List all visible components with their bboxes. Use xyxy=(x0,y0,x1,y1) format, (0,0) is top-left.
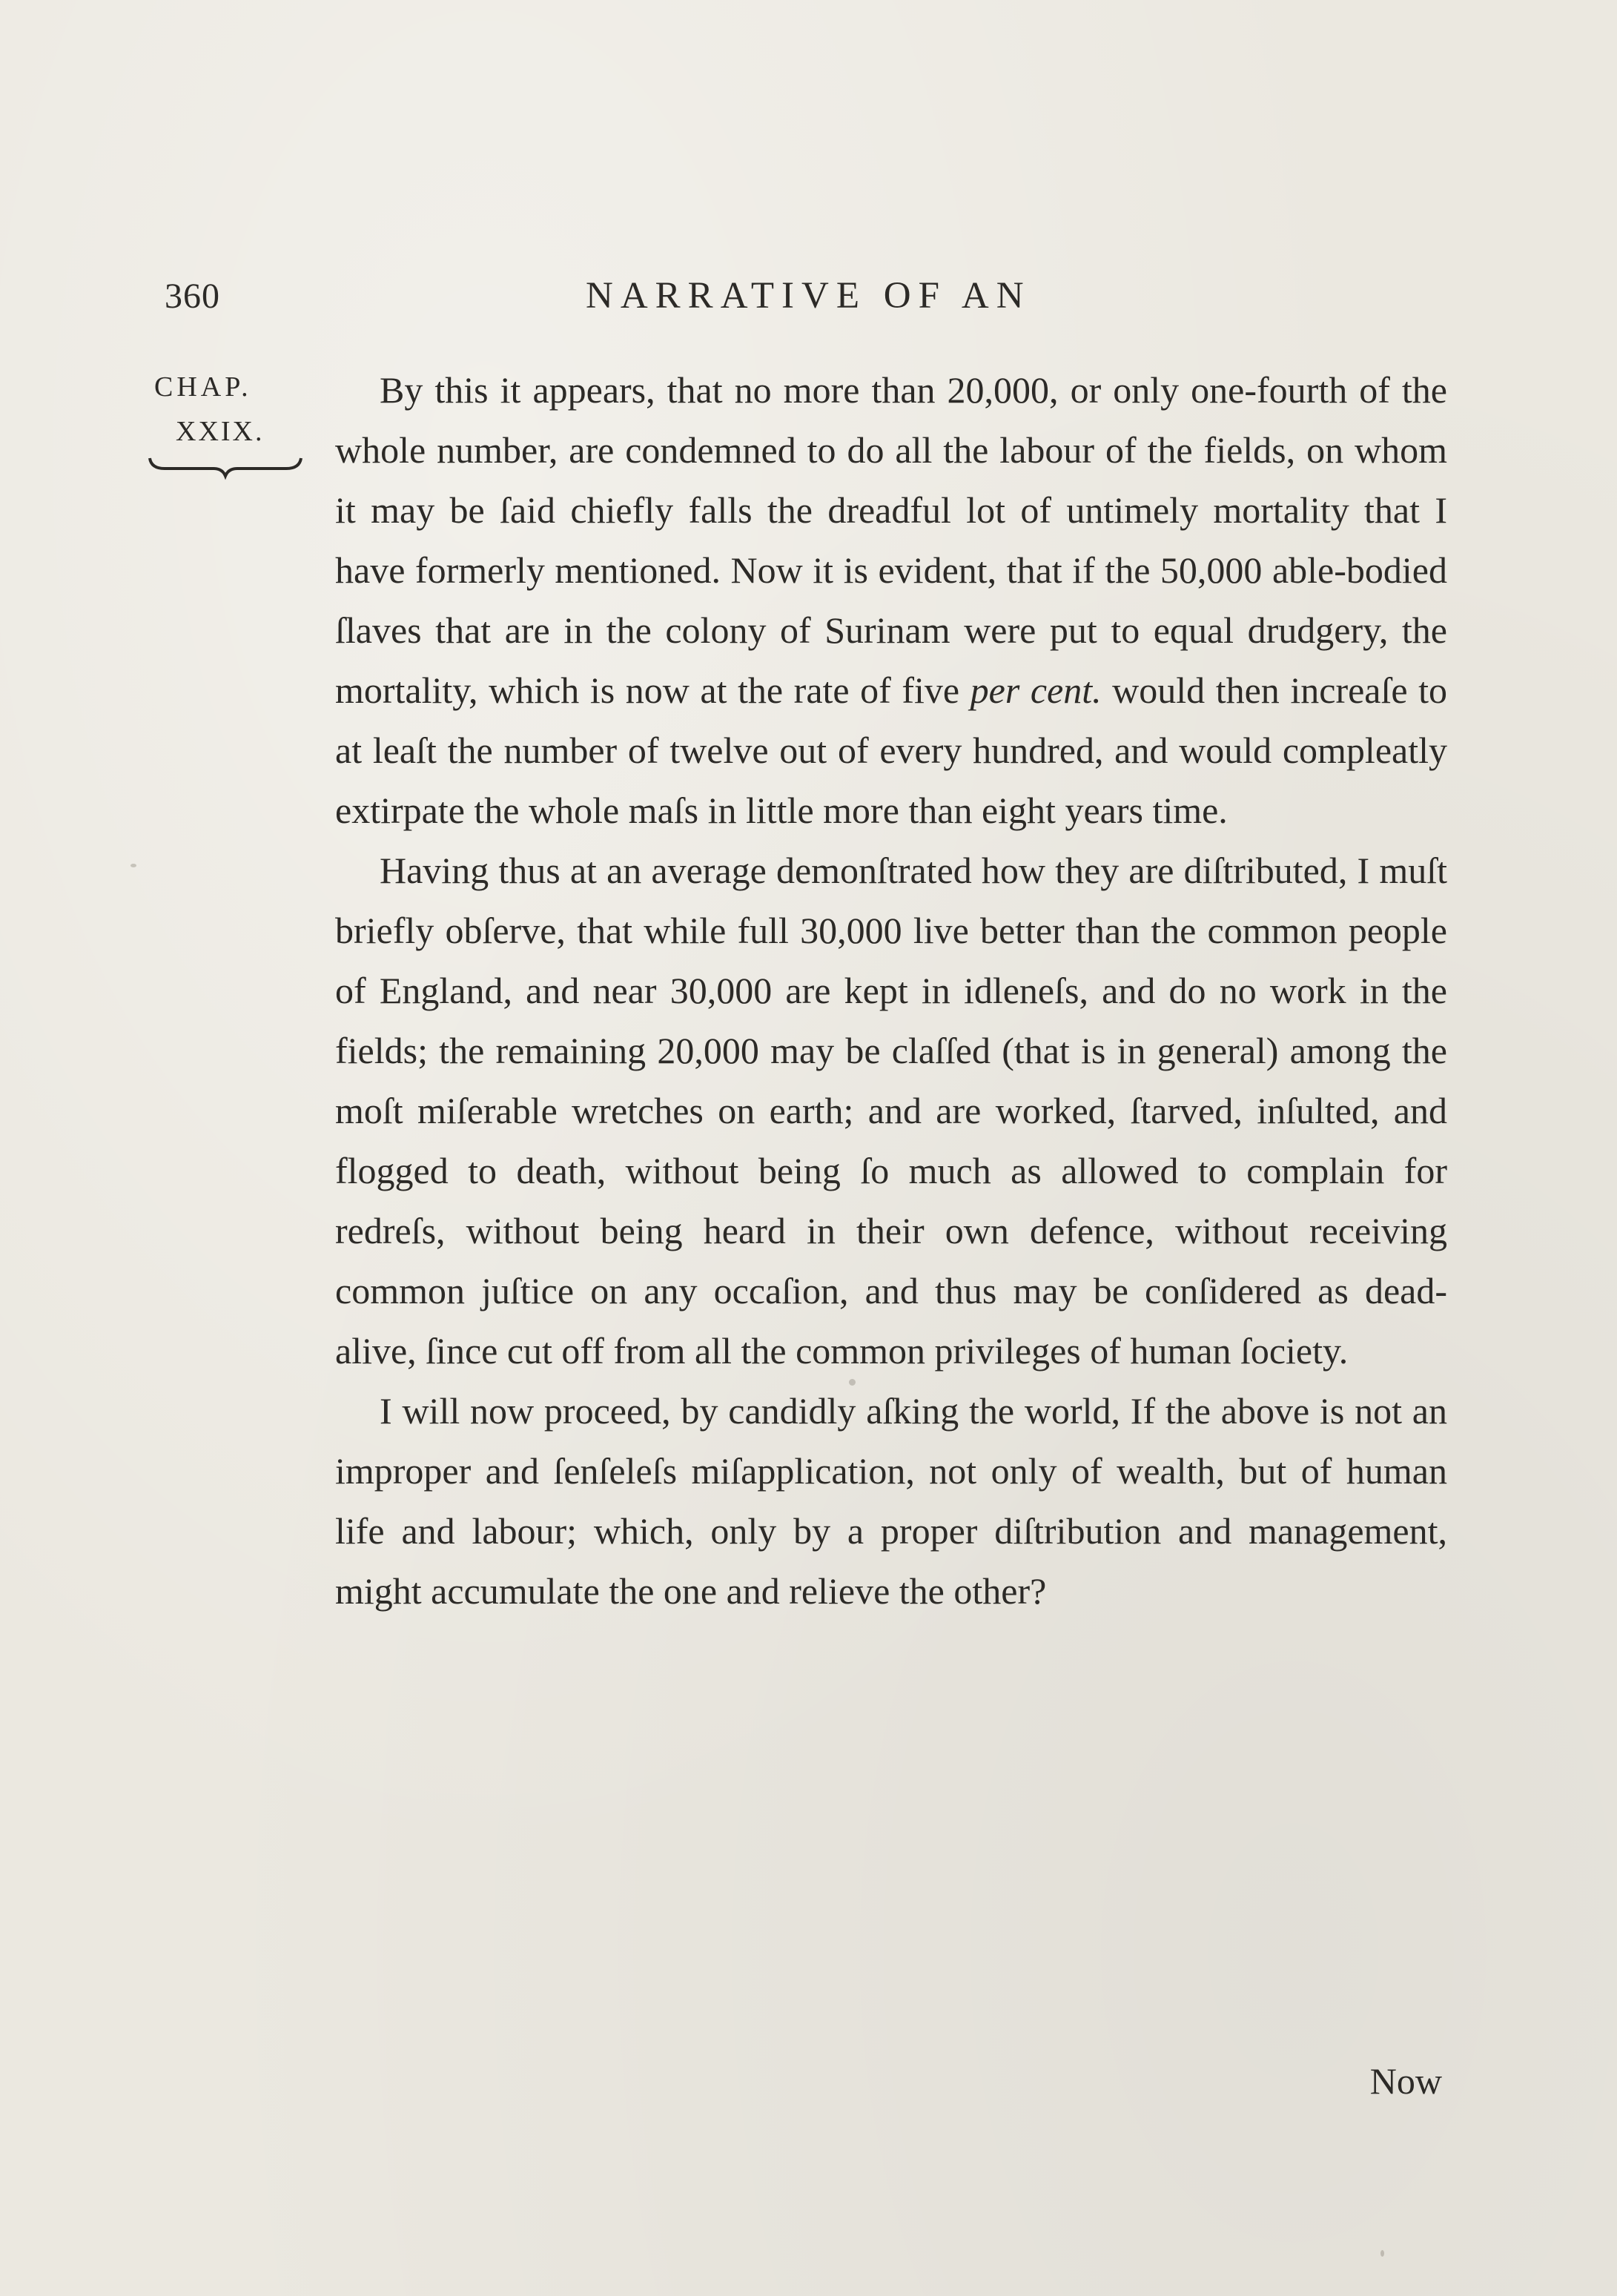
paragraph-3: I will now proceed, by candidly aſking the world, If the above is not an improper and ſenſeleſs miſapplication, not only of wealth, but of human life and labour; which, only by a proper diſtribution and management, might accumulate the one and relieve the other? xyxy=(335,1390,1447,1612)
page-number: 360 xyxy=(165,277,220,316)
running-head: NARRATIVE OF AN xyxy=(586,275,1031,317)
paragraph-1-text-end: would then increaſe to at leaſt the number of twelve out of every hundred, and would compleatly extirpate the whole maſs in little more than eight years time. xyxy=(335,669,1448,831)
chapter-brace-ornament xyxy=(148,454,304,483)
paper-blemish xyxy=(849,1379,856,1386)
chapter-number: XXIX. xyxy=(176,416,265,447)
paragraph-1-italic: per cent. xyxy=(970,669,1102,711)
body-text xyxy=(335,360,1447,1621)
paragraph-1 xyxy=(335,360,1447,841)
chapter-label: CHAP. xyxy=(154,371,252,403)
paper-blemish xyxy=(130,864,136,867)
paragraph-2: Having thus at an average demonſtrated how they are diſtributed, I muſt briefly obſerve, that while full 30,000 live better than the common people of England, and near 30,000 are kept in idleneſs, and do no work in the fields; the remaining 20,000 may be claſſed (that is in general) among the moſt miſerable wretches on earth; and are worked, ſtarved, inſulted, and flogged to death, without being ſo much as allowed to complain for redreſs, without being heard in their own defence, without receiving common juſtice on any occaſion, and thus may be conſidered as dead-alive, ſince cut off from all the common privileges of human ſociety. xyxy=(335,850,1447,1372)
paper-blemish xyxy=(1380,2250,1384,2257)
paragraph-1-text: By this it appears, that no more than 20,000, or only one-fourth of the whole number, are condemned to do all the labour of the fields, on whom it may be ſaid chiefly falls the dreadful lot of untimely mortality that I have formerly mentioned. Now it is evident, that if the 50,000 able-bodied ſlaves that are in the colony of Surinam were put to equal drudgery, the mortality, which is now at the rate of five xyxy=(335,369,1447,711)
catchword: Now xyxy=(1369,2060,1442,2102)
